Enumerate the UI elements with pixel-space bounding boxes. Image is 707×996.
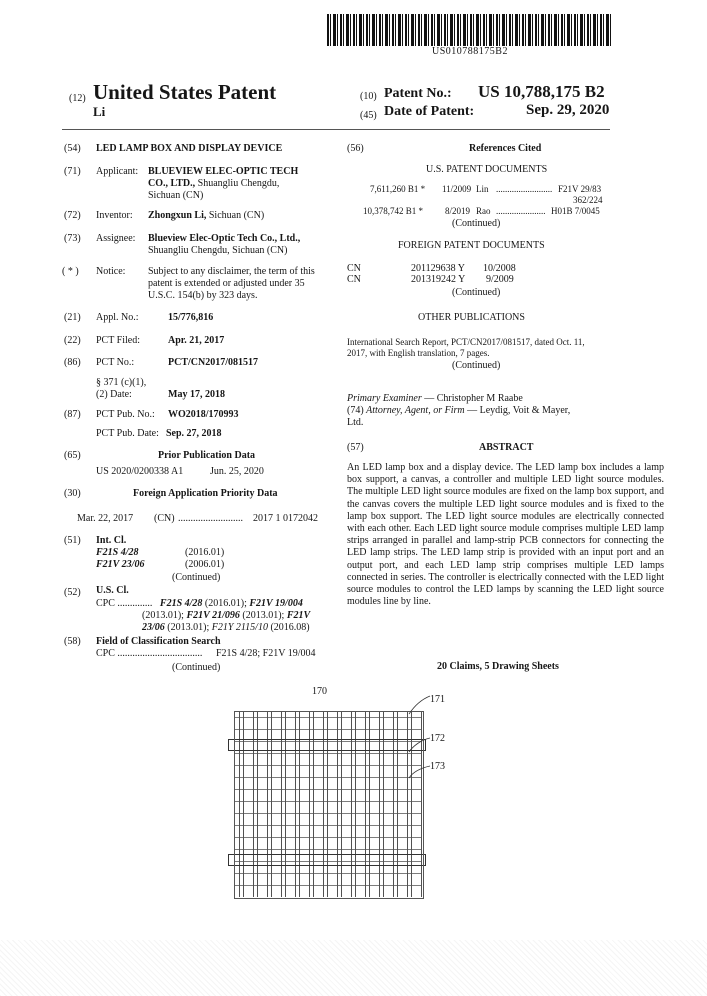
field-code-51: (51): [64, 535, 81, 546]
barcode: [327, 14, 612, 46]
field-of-search-value: F21S 4/28; F21V 19/004: [216, 648, 316, 659]
primary-examiner-name: — Christopher M Raabe: [421, 393, 523, 404]
reference-2-dots: ......................: [496, 206, 546, 216]
us-cl-line2: [142, 610, 310, 622]
us-cl-label: U.S. Cl.: [96, 585, 129, 596]
invention-title: LED LAMP BOX AND DISPLAY DEVICE: [96, 143, 283, 154]
pct-no-label: PCT No.:: [96, 357, 135, 368]
pct-filed-value: Apr. 21, 2017: [168, 335, 225, 346]
foreign-references-continued: (Continued): [452, 287, 501, 298]
applicant-name-line1: BLUEVIEW ELEC-OPTIC TECH: [148, 166, 299, 177]
reference-2-number: 10,378,742 B1 *: [363, 206, 424, 216]
patent-number: US 10,788,175 B2: [478, 82, 605, 101]
claims-summary: 20 Claims, 5 Drawing Sheets: [437, 661, 559, 672]
assignee-name: Blueview Elec-Optic Tech Co., Ltd.,: [148, 233, 301, 244]
inventor-line: [148, 210, 264, 222]
field-code-73: (73): [64, 233, 81, 244]
prior-publication-heading: Prior Publication Data: [158, 450, 256, 461]
foreign-ref-1-country: CN: [347, 263, 361, 274]
s371-date-label: (2) Date:: [96, 389, 132, 400]
document-title: United States Patent: [93, 80, 277, 104]
field-code-56: (56): [347, 143, 364, 154]
field-code-71: (71): [64, 166, 81, 177]
primary-examiner: [347, 393, 523, 405]
notice-text-line2: patent is extended or adjusted under 35: [148, 278, 305, 289]
field-of-search-cpc: CPC ..................................: [96, 648, 203, 659]
field-code-21: (21): [64, 312, 81, 323]
figure-ref-170: 170: [312, 686, 327, 697]
us-cl-cpc: CPC ..............: [96, 598, 153, 609]
notice-code: ( * ): [62, 266, 79, 277]
reference-1-date: 11/2009: [442, 184, 472, 194]
other-publications-continued: (Continued): [452, 360, 501, 371]
field-of-search-label: Field of Classification Search: [96, 636, 221, 647]
notice-text-line1: Subject to any disclaimer, the term of this: [148, 266, 315, 277]
int-cl-version-2: (2006.01): [185, 559, 225, 570]
us-patent-documents-heading: U.S. PATENT DOCUMENTS: [426, 164, 548, 175]
int-cl-label: Int. Cl.: [96, 535, 127, 546]
us-cl-version-c: (2013.01);: [239, 610, 287, 621]
priority-number: 2017 1 0172042: [253, 513, 318, 524]
reference-1-class2: 362/224: [573, 195, 603, 205]
leader-lines: [405, 690, 435, 780]
assignee-location: Shuangliu Chengdu, Sichuan (CN): [148, 245, 288, 256]
field-code-87: (87): [64, 409, 81, 420]
foreign-ref-2-number: 201319242 Y: [411, 274, 466, 285]
priority-country: (CN): [154, 513, 175, 524]
appl-no-label: Appl. No.:: [96, 312, 139, 323]
foreign-ref-2-date: 9/2009: [486, 274, 514, 285]
pct-pub-no-label: PCT Pub. No.:: [96, 409, 155, 420]
reference-1-dots: .........................: [496, 184, 553, 194]
leader-171: [409, 696, 430, 714]
prior-publication-date: Jun. 25, 2020: [210, 466, 264, 477]
foreign-ref-1-number: 201129638 Y: [411, 263, 465, 274]
priority-date: Mar. 22, 2017: [77, 513, 134, 524]
us-cl-version-a: (2016.01);: [202, 598, 250, 609]
applicant-label: Applicant:: [96, 166, 139, 177]
figure-ref-173: 173: [430, 761, 445, 772]
us-cl-class-a: F21S 4/28: [159, 598, 203, 609]
kind-code-45: (45): [360, 110, 377, 121]
field-code-54: (54): [64, 143, 81, 154]
inventor-short: Li: [93, 104, 106, 119]
pct-no-value: PCT/CN2017/081517: [168, 357, 258, 368]
assignee-label: Assignee:: [96, 233, 136, 244]
reference-2-date: 8/2019: [445, 206, 471, 216]
us-cl-class-d: F21V: [286, 610, 311, 621]
prior-publication-number: US 2020/0200338 A1: [96, 466, 184, 477]
int-cl-class-1: F21S 4/28: [96, 547, 139, 558]
us-cl-class-d2: 23/06: [142, 622, 165, 633]
attorney-line: [347, 405, 570, 417]
reference-1-number: 7,611,260 B1 *: [370, 184, 426, 194]
us-cl-class-f: F21Y 2115/10: [211, 622, 268, 633]
s371-date-value: May 17, 2018: [168, 389, 225, 400]
foreign-priority-heading: Foreign Application Priority Data: [133, 488, 278, 499]
us-references-continued: (Continued): [452, 218, 501, 229]
primary-examiner-label: Primary Examiner: [347, 393, 422, 404]
reference-1-name: Lin: [476, 184, 489, 194]
us-cl-version-b: (2013.01);: [142, 610, 187, 621]
applicant-name-line2: CO., LTD.,: [148, 178, 196, 189]
pct-pub-date-label: PCT Pub. Date:: [96, 428, 159, 439]
us-cl-version-d: (2013.01);: [164, 622, 212, 633]
other-publication-line1: International Search Report, PCT/CN2017/081517, dated Oct. 11,: [347, 337, 585, 347]
us-cl-line1: [96, 598, 303, 610]
inventor-name: Zhongxun Li,: [148, 210, 207, 221]
leader-173: [409, 766, 430, 778]
date-of-patent-label: Date of Patent:: [384, 104, 475, 119]
leader-172: [409, 738, 430, 752]
pct-filed-label: PCT Filed:: [96, 335, 140, 346]
us-cl-version-f: (2016.08): [267, 622, 310, 633]
abstract-heading: ABSTRACT: [479, 442, 534, 453]
foreign-ref-2-country: CN: [347, 274, 361, 285]
scan-noise: [0, 940, 707, 996]
appl-no-value: 15/776,816: [168, 312, 214, 323]
reference-1-class: F21V 29/83: [558, 184, 602, 194]
field-code-72: (72): [64, 210, 81, 221]
lamp-box-support: [234, 711, 424, 899]
field-code-74: (74): [347, 405, 364, 416]
other-publication-line2: 2017, with English translation, 7 pages.: [347, 348, 490, 358]
attorney-name: — Leydig, Voit & Mayer,: [464, 405, 571, 416]
applicant-region: Sichuan (CN): [148, 190, 204, 201]
kind-code-12: (12): [69, 93, 86, 104]
other-publications-heading: OTHER PUBLICATIONS: [418, 312, 525, 323]
field-of-search-continued: (Continued): [172, 662, 221, 673]
int-cl-version-1: (2016.01): [185, 547, 225, 558]
us-cl-class-c: F21V 21/096: [186, 610, 240, 621]
barcode-number: US010788175B2: [432, 46, 508, 57]
field-code-52: (52): [64, 587, 81, 598]
kind-code-10: (10): [360, 91, 377, 102]
s371-label: § 371 (c)(1),: [96, 377, 147, 388]
reference-2-class: H01B 7/0045: [551, 206, 600, 216]
patent-no-label: Patent No.:: [384, 86, 452, 101]
field-code-65: (65): [64, 450, 81, 461]
inventor-label: Inventor:: [96, 210, 133, 221]
abstract-text: An LED lamp box and a display device. The LED lamp box includes a lamp box support, a canvas, a controller and multiple LED light source modules. The multiple LED light source modules are fixed on the lamp box support, and the canvas covers the multiple LED light source modules and is fixed to the lamp box support. The LED light source modules are electrically connected with each other. Each LED light source module comprises multiple LED lamp strips arranged in parallel and lamp-strip PCB connectors for connecting the LED lamp strips. The LED lamp strip is provided with an input port and an output port, and each LED lamp strip comprises multiple LED lamps connected in series. The controller is electrically connected with the LED light source modules to control the LED lamps by scanning the LED light source modules line by line.: [347, 462, 664, 608]
figure-ref-171: 171: [430, 694, 445, 705]
references-cited-heading: References Cited: [469, 143, 542, 154]
field-code-22: (22): [64, 335, 81, 346]
applicant-line2: [148, 178, 279, 190]
date-of-patent: Sep. 29, 2020: [526, 102, 610, 118]
foreign-ref-1-date: 10/2008: [483, 263, 516, 274]
us-cl-class-b: F21V 19/004: [249, 598, 303, 609]
field-code-86: (86): [64, 357, 81, 368]
field-code-58: (58): [64, 636, 81, 647]
inventor-location: Sichuan (CN): [206, 210, 265, 221]
figure-ref-172: 172: [430, 733, 445, 744]
us-cl-line3: [142, 622, 310, 634]
attorney-label: Attorney, Agent, or Firm: [366, 405, 465, 416]
attorney-name-line2: Ltd.: [347, 417, 364, 428]
field-code-30: (30): [64, 488, 81, 499]
notice-text-line3: U.S.C. 154(b) by 323 days.: [148, 290, 258, 301]
header-divider: [62, 129, 610, 130]
pct-pub-no-value: WO2018/170993: [168, 409, 239, 420]
led-lamp-box-drawing: [225, 703, 430, 901]
field-code-57: (57): [347, 442, 364, 453]
priority-leader-dots: ..........................: [178, 513, 243, 524]
int-cl-class-2: F21V 23/06: [96, 559, 145, 570]
reference-2-name: Rao: [476, 206, 491, 216]
notice-label: Notice:: [96, 266, 126, 277]
applicant-city: Shuangliu Chengdu,: [195, 178, 280, 189]
foreign-patent-documents-heading: FOREIGN PATENT DOCUMENTS: [398, 240, 545, 251]
pct-pub-date-value: Sep. 27, 2018: [166, 428, 222, 439]
int-cl-continued: (Continued): [172, 572, 221, 583]
